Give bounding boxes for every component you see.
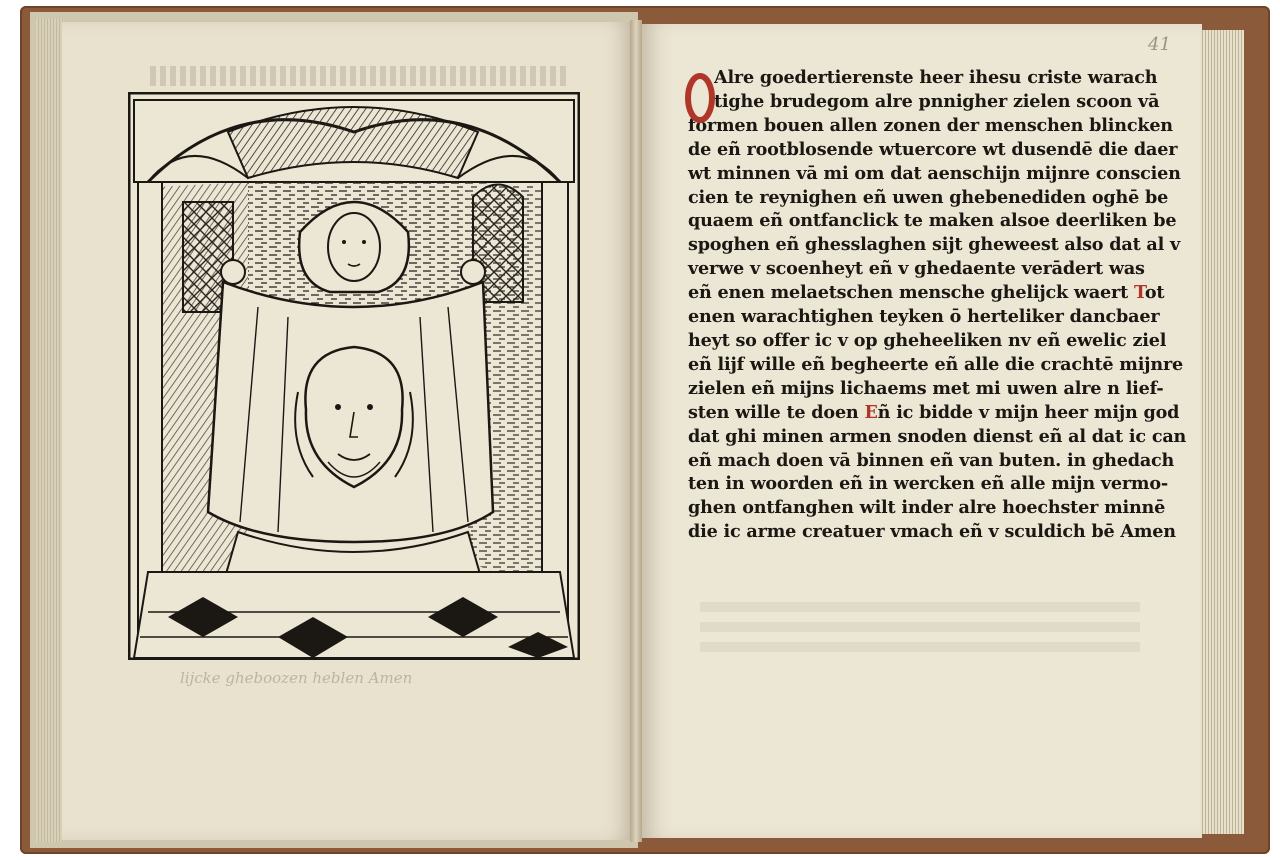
show-through-right bbox=[700, 592, 1140, 652]
folio-number: 41 bbox=[1148, 34, 1171, 55]
text-line-18: ten in woorden eñ in wercken eñ alle mijn vermo- bbox=[688, 473, 1168, 495]
text-line-16: dat ghi minen armen snoden dienst eñ al dat ic can bbox=[688, 425, 1187, 447]
text-line-14: zielen eñ mijns lichaems met mi uwen alre n lief- bbox=[688, 377, 1164, 399]
text-line-15: sten wille te doen Eñ ic bidde v mijn heer mijn god bbox=[688, 401, 1180, 423]
text-line-12: heyt so offer ic v op gheheeliken nv eñ ewelic ziel bbox=[688, 329, 1167, 351]
text-line-20: die ic arme creatuer vmach eñ v sculdich bē Amen bbox=[688, 521, 1176, 543]
show-through-text: lijcke gheboozen heblen Amen bbox=[180, 669, 413, 687]
red-initial-o-icon bbox=[684, 70, 716, 124]
text-line-6: cien te reynighen eñ uwen ghebenediden oghē be bbox=[688, 186, 1169, 208]
text-line-13: eñ lijf wille eñ begheerte eñ alle die crachtē mijnre bbox=[688, 353, 1184, 375]
text-line-7: quaem eñ ontfanclick te maken alsoe deerliken be bbox=[688, 210, 1177, 232]
text-line-19: ghen ontfanghen wilt inder alre hoechster minnē bbox=[688, 497, 1166, 519]
show-through-top bbox=[150, 66, 570, 86]
text-line-2: tighe brudegom alre pnnigher zielen scoon vā bbox=[714, 90, 1160, 112]
text-block bbox=[688, 66, 1187, 544]
text-line-8: spoghen eñ ghesslaghen sijt gheweest also dat al v bbox=[688, 234, 1181, 256]
book-gutter bbox=[630, 20, 642, 842]
text-line-3: formen bouen allen zonen der menschen blincken bbox=[688, 114, 1173, 136]
text-line-17: eñ mach doen vā binnen eñ van buten. in ghedach bbox=[688, 449, 1175, 471]
veronica-veil-woodcut-icon bbox=[128, 92, 580, 660]
text-line-1: Alre goedertierenste heer ihesu criste warach bbox=[714, 67, 1158, 88]
left-page-edges bbox=[36, 18, 64, 842]
text-line-5: wt minnen vā mi om dat aenschijn mijnre conscien bbox=[688, 162, 1181, 184]
text-line-9: verwe v scoenheyt eñ v ghedaente verādert was bbox=[688, 258, 1145, 280]
text-line-4: de eñ rootblosende wtuercore wt dusendē die daer bbox=[688, 138, 1178, 160]
text-line-10: eñ enen melaetschen mensche ghelijck waert Tot bbox=[688, 282, 1165, 304]
right-page-edges bbox=[1200, 30, 1244, 834]
text-line-11: enen warachtighen teyken ō herteliker dancbaer bbox=[688, 306, 1160, 328]
